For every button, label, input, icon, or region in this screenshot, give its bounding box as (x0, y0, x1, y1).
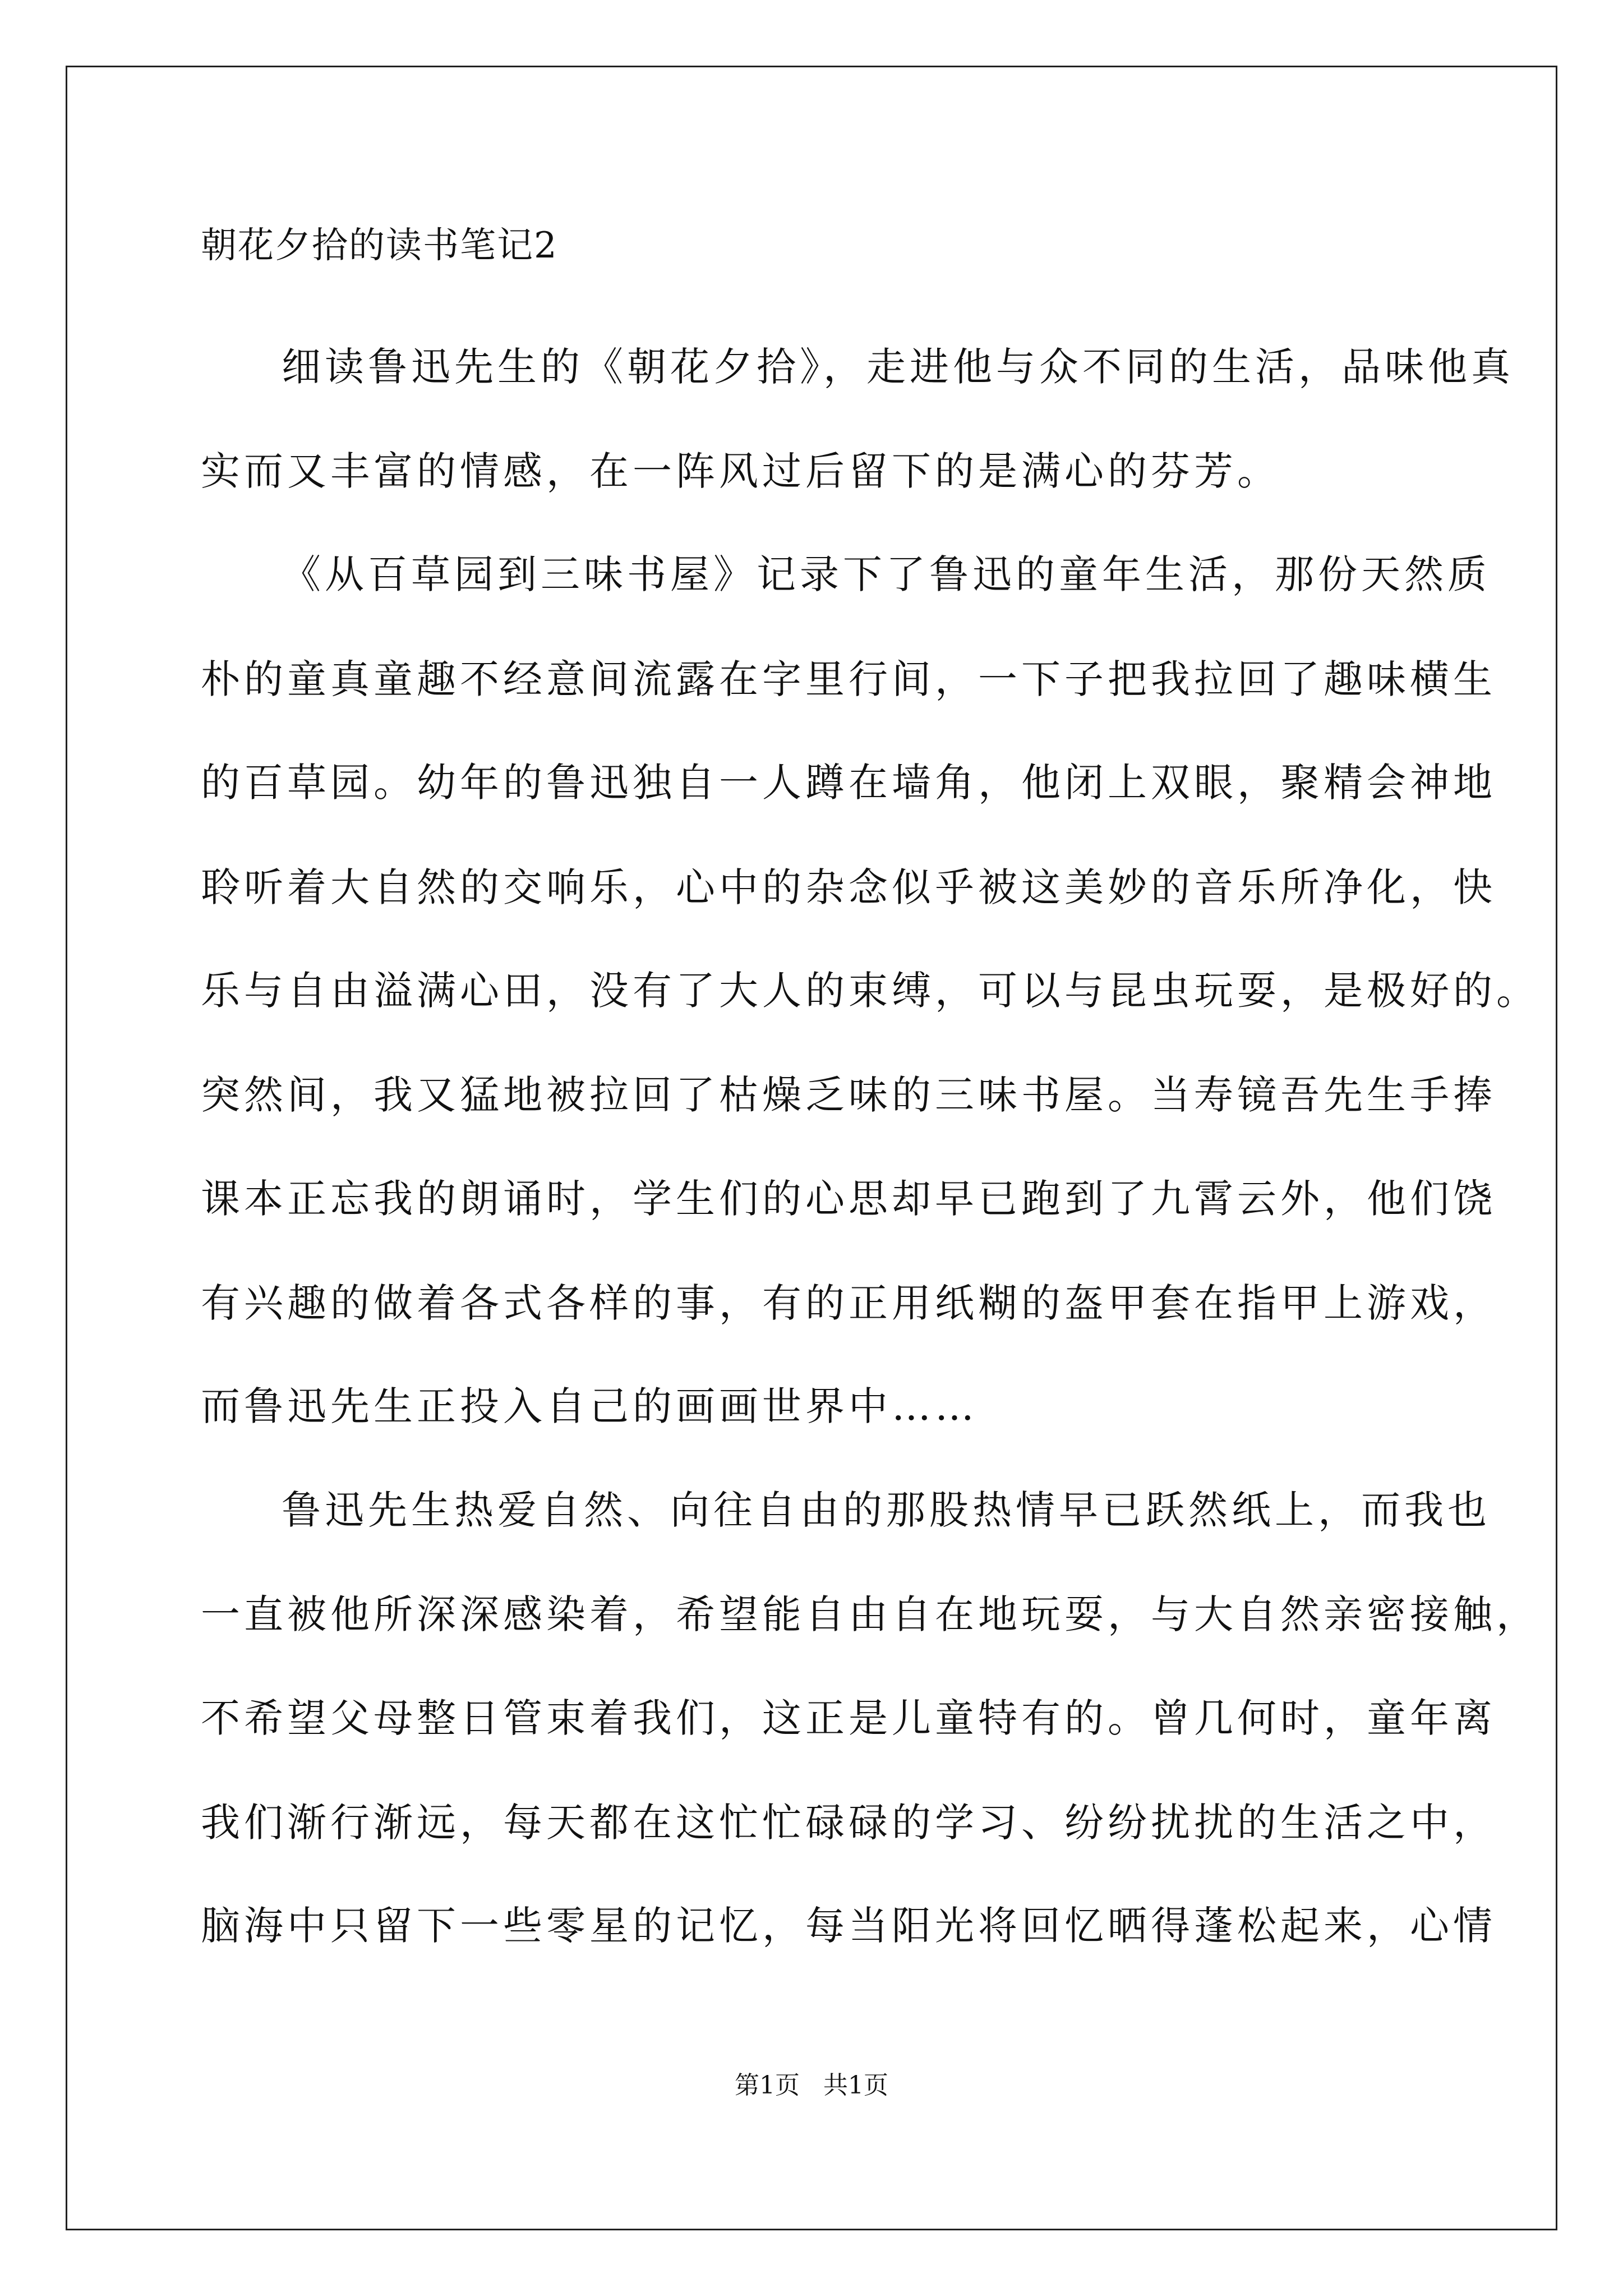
paragraph-2-line-2: 朴的童真童趣不经意间流露在字里行间，一下子把我拉回了趣味横生 (201, 656, 1496, 702)
paragraph-2-line-6: 突然间，我又猛地被拉回了枯燥乏味的三味书屋。当寿镜吾先生手捧 (201, 1072, 1496, 1118)
paragraph-2-line-1: 《从百草园到三味书屋》记录下了鲁迅的童年生活，那份天然质 (282, 551, 1491, 597)
paragraph-3-line-1: 鲁迅先生热爱自然、向往自由的那股热情早已跃然纸上，而我也 (282, 1487, 1491, 1533)
paragraph-2-line-4: 聆听着大自然的交响乐，心中的杂念似乎被这美妙的音乐所净化，快 (201, 864, 1496, 910)
document-title: 朝花夕拾的读书笔记2 (201, 225, 558, 266)
paragraph-3-line-5: 脑海中只留下一些零星的记忆，每当阳光将回忆晒得蓬松起来，心情 (201, 1903, 1496, 1949)
paragraph-2-line-3: 的百草园。幼年的鲁迅独自一人蹲在墙角，他闭上双眼，聚精会神地 (201, 760, 1496, 806)
paragraph-1-line-1: 细读鲁迅先生的《朝花夕拾》，走进他与众不同的生活，品味他真 (282, 344, 1514, 390)
paragraph-3-line-2: 一直被他所深深感染着，希望能自由自在地玩耍，与大自然亲密接触， (201, 1591, 1539, 1637)
paragraph-3-line-3: 不希望父母整日管束着我们，这正是儿童特有的。曾几何时，童年离 (201, 1695, 1496, 1741)
paragraph-2-line-5: 乐与自由溢满心田，没有了大人的束缚，可以与昆虫玩耍，是极好的。 (201, 968, 1539, 1014)
paragraph-2-line-9: 而鲁迅先生正投入自己的画画世界中…… (201, 1383, 978, 1429)
paragraph-2-line-7: 课本正忘我的朗诵时，学生们的心思却早已跑到了九霄云外，他们饶 (201, 1176, 1496, 1222)
paragraph-1-line-2: 实而又丰富的情感，在一阵风过后留下的是满心的芬芳。 (201, 448, 1280, 494)
page-total: 共1页 (823, 2071, 888, 2100)
page-number: 第1页 (735, 2071, 800, 2100)
paragraph-3-line-4: 我们渐行渐远，每天都在这忙忙碌碌的学习、纷纷扰扰的生活之中， (201, 1800, 1496, 1846)
paragraph-2-line-8: 有兴趣的做着各式各样的事，有的正用纸糊的盔甲套在指甲上游戏， (201, 1280, 1496, 1326)
page-footer (0, 2069, 1623, 2102)
